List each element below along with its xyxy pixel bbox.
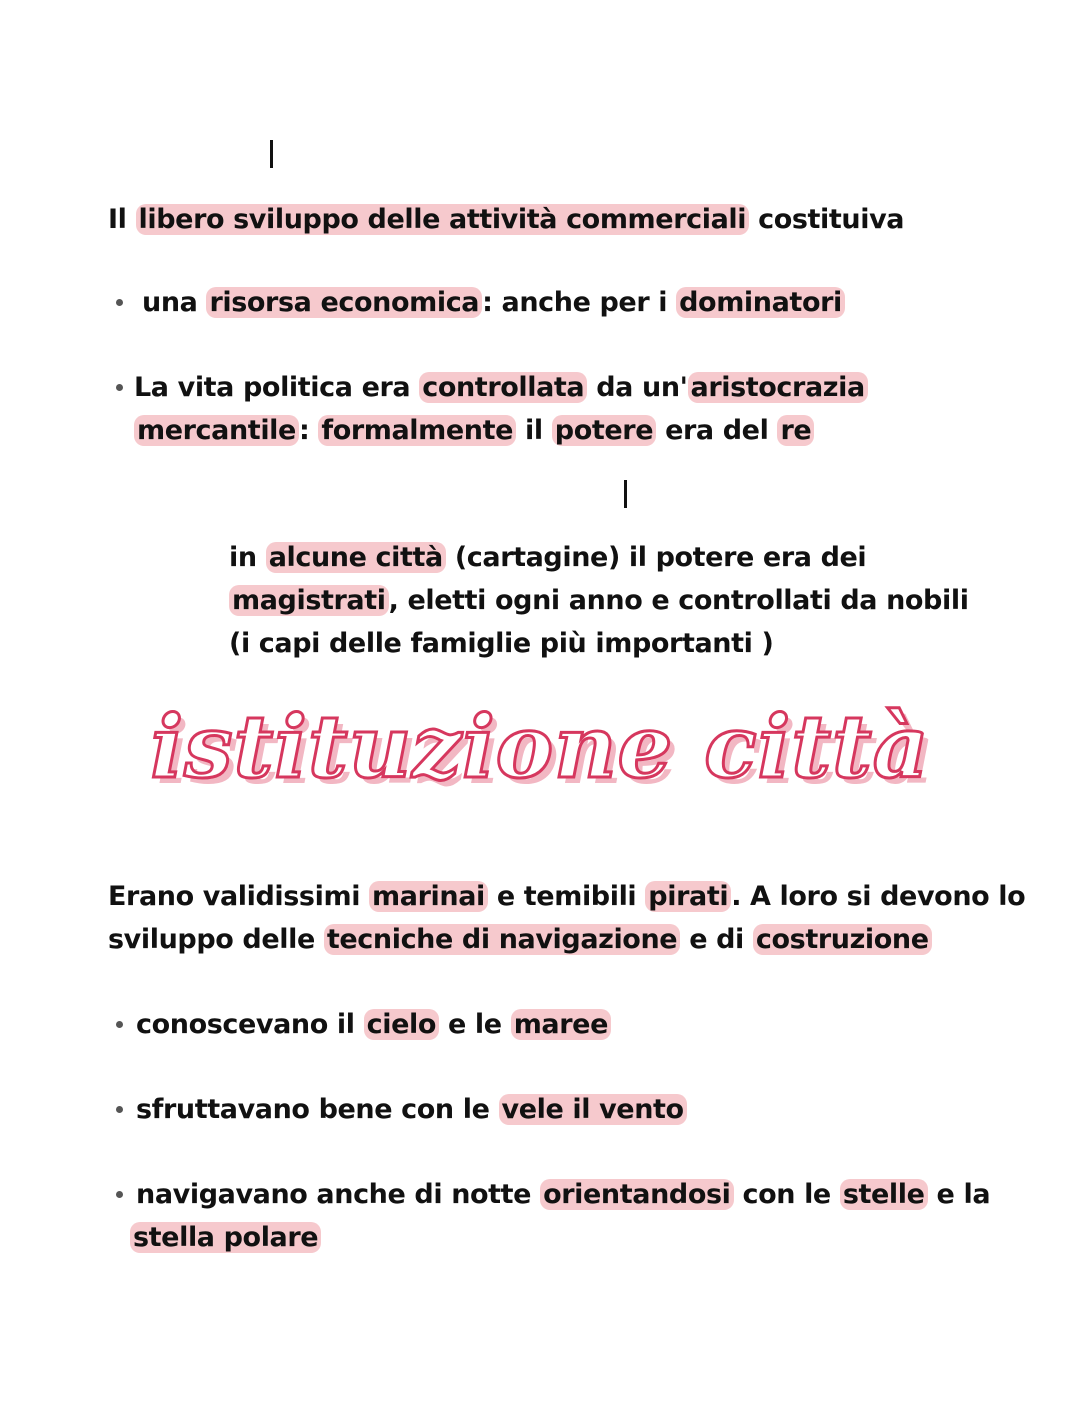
highlighted-text: dominatori [676, 287, 845, 318]
sub-note-line1 [229, 538, 866, 578]
text-segment: conoscevano il [136, 1009, 364, 1040]
text-segment: e la [927, 1179, 991, 1210]
navigation-intro-line1 [108, 877, 1025, 917]
text-segment: , eletti ogni anno e controllati da nobili [388, 585, 969, 616]
text-segment: una [142, 287, 207, 318]
highlighted-text: orientandosi [540, 1179, 733, 1210]
text-segment: sviluppo delle [108, 924, 324, 955]
highlighted-text: vele il vento [499, 1094, 687, 1125]
text-segment: costituiva [749, 204, 905, 235]
text-segment: era del [656, 415, 778, 446]
highlighted-text: magistrati [229, 585, 389, 616]
bullet-sky-tides [136, 1005, 611, 1045]
text-segment: da un' [587, 372, 688, 403]
highlighted-text: re [777, 415, 814, 446]
highlighted-text: marinai [369, 881, 488, 912]
bullet-night-navigation-line2 [130, 1218, 321, 1258]
highlighted-text: risorsa economica [206, 287, 482, 318]
bullet-dot [116, 1191, 123, 1198]
highlighted-text: libero sviluppo delle attività commerciali [136, 204, 750, 235]
highlighted-text: stelle [840, 1179, 928, 1210]
text-segment: : [298, 415, 319, 446]
highlighted-text: mercantile [134, 415, 299, 446]
highlighted-text: aristocrazia [688, 372, 868, 403]
text-segment: navigavano anche di notte [136, 1179, 541, 1210]
bullet-dot [116, 1021, 123, 1028]
bullet-dot [116, 1106, 123, 1113]
highlighted-text: controllata [419, 372, 587, 403]
navigation-intro-line2 [108, 920, 932, 960]
highlighted-text: pirati [645, 881, 731, 912]
text-segment: e temibili [487, 881, 646, 912]
text-segment: con le [733, 1179, 840, 1210]
bullet-political-life-line1 [134, 368, 868, 408]
highlighted-text: stella polare [130, 1222, 321, 1253]
text-segment: Il [108, 204, 136, 235]
section-title: istituzione città [150, 697, 930, 798]
connector-line-top [270, 140, 273, 168]
text-segment: e di [680, 924, 753, 955]
highlighted-text: maree [511, 1009, 611, 1040]
text-segment: La vita politica era [134, 372, 420, 403]
bullet-night-navigation-line1 [136, 1175, 990, 1215]
sub-note-line3 [229, 624, 773, 664]
text-segment: in [229, 542, 266, 573]
text-segment: e le [439, 1009, 511, 1040]
text-segment: sfruttavano bene con le [136, 1094, 499, 1125]
sub-note-line2 [229, 581, 969, 621]
highlighted-text: tecniche di navigazione [324, 924, 680, 955]
bullet-economic-resource [142, 283, 845, 323]
bullet-sails-wind [136, 1090, 687, 1130]
highlighted-text: potere [552, 415, 656, 446]
connector-line-middle [624, 480, 627, 508]
bullet-political-life-line2 [134, 411, 814, 451]
text-segment: il [516, 415, 552, 446]
bullet-dot [116, 299, 123, 306]
bullet-dot [116, 384, 123, 391]
intro-sentence [108, 200, 904, 240]
highlighted-text: costruzione [753, 924, 932, 955]
text-segment: . A loro si devono lo [731, 881, 1026, 912]
highlighted-text: formalmente [318, 415, 516, 446]
text-segment: Erano validissimi [108, 881, 370, 912]
highlighted-text: alcune città [266, 542, 446, 573]
highlighted-text: cielo [364, 1009, 439, 1040]
text-segment: (i capi delle famiglie più importanti ) [229, 628, 774, 659]
text-segment: : anche per i [482, 287, 677, 318]
text-segment: (cartagine) il potere era dei [445, 542, 867, 573]
